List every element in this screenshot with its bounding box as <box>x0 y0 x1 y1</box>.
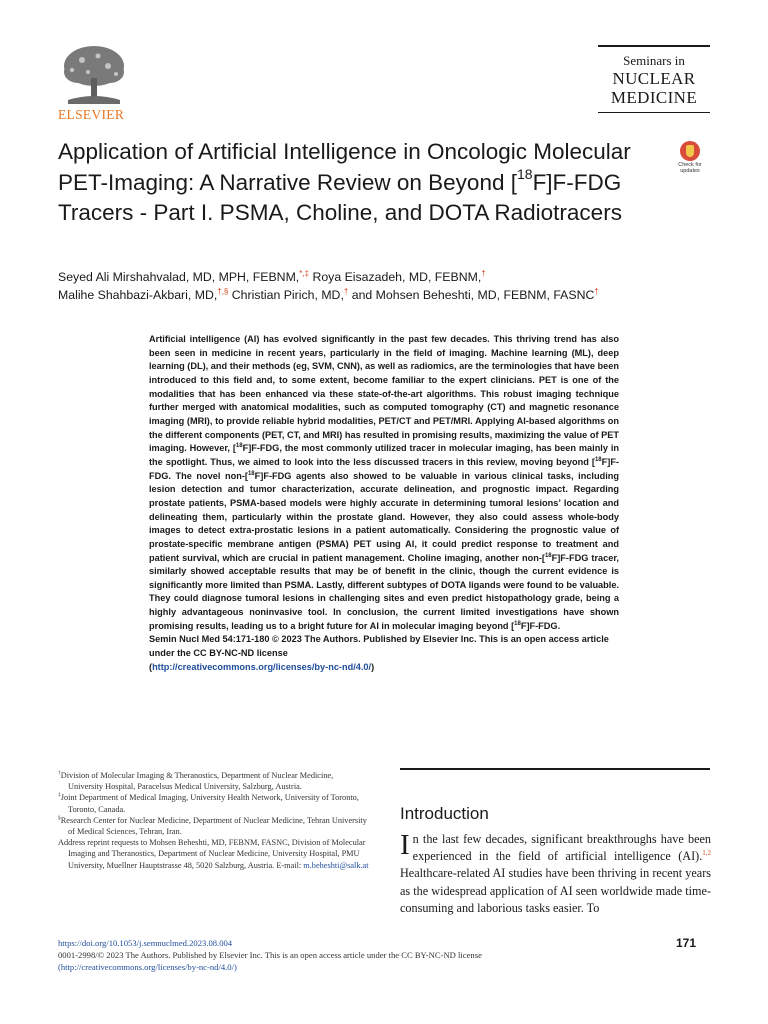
reference-link[interactable]: 1,2 <box>702 849 711 858</box>
introduction-heading: Introduction <box>400 804 489 823</box>
journal-top-rule <box>598 45 710 47</box>
footnote-address: Address reprint requests to Mohsen Beheshti, MD, FEBNM, FASNC, Division of Molecular Imaging and Theranostics, Department of Nuclear Medicine, University Hospital, PMU University, Muellner Hauptstrasse 48, 5020 Salzburg, Austria. E-mail: m.beheshti@salk.at <box>58 838 369 870</box>
doi-link[interactable]: https://doi.org/10.1053/j.semnuclmed.2023.08.004 <box>58 938 233 948</box>
footer-license-link[interactable]: (http://creativecommons.org/licenses/by-nc-nd/4.0/) <box>58 962 237 972</box>
journal-line-3: MEDICINE <box>610 88 698 107</box>
author-name: Seyed Ali Mirshahvalad, MD, MPH, FEBNM, <box>58 270 300 284</box>
journal-title <box>598 54 710 106</box>
journal-line-1: Seminars in <box>623 53 685 68</box>
author-affiliation-mark: † <box>481 268 486 278</box>
author-list <box>58 268 718 304</box>
footer-info <box>58 937 482 973</box>
page-number: 171 <box>676 936 697 950</box>
introduction-text: In the last few decades, significant breakthroughs have been experienced in the field of artificial intelligence (AI).$^{1,2}$ Healthcare-related AI studies have been thriving in recent years as the widespread application of AI seen worldwide made time-consuming and laborious tasks easier. To <box>400 829 711 915</box>
author-affiliation-mark: † <box>343 286 349 296</box>
author-affiliation-mark: †,§ <box>217 286 229 296</box>
footnote: §Research Center for Nuclear Medicine, Department of Nuclear Medicine, Tehran University of Medical Sciences, Tehran, Iran. <box>58 815 367 837</box>
drop-cap: I <box>400 829 410 861</box>
license-link[interactable]: http://creativecommons.org/licenses/by-nc-nd/4.0/ <box>152 661 372 672</box>
article-title: Application of Artificial Intelligence in Oncologic Molecular PET-Imaging: A Narrative Review on Beyond [$^{18}$F]F-FDG Tracers - Part I. PSMA, Choline, and DOTA Radiotracers <box>58 139 631 225</box>
author-name: Christian Pirich, MD, <box>231 288 344 302</box>
abstract-citation: Semin Nucl Med 54:171-180 © 2023 The Authors. Published by Elsevier Inc. This is an open access article under the CC BY-NC-ND license (http://creativecommons.org/licenses/by-nc-nd/4.0/) <box>149 634 609 672</box>
journal-bottom-rule <box>598 112 710 113</box>
publisher-name: ELSEVIER <box>58 107 125 122</box>
journal-line-2: NUCLEAR <box>612 69 696 88</box>
copyright-line: 0001-2998/© 2023 The Authors. Published by Elsevier Inc. This is an open access article under the CC BY-NC-ND license <box>58 950 482 960</box>
column-rule <box>400 768 710 770</box>
author-affiliation-mark: † <box>594 286 599 296</box>
author-name: Roya Eisazadeh, MD, FEBNM, <box>312 270 482 284</box>
email-link[interactable]: m.beheshti@salk.at <box>303 860 369 870</box>
abstract: Artificial intelligence (AI) has evolved significantly in the past few decades. This thriving trend has also been seen in medicine in recent years, particularly in the field of imaging. Machine learning (ML), deep learning (DL), and their methods (eg, SVM, CNN), as well as radiomics, are the terminologies that have been introduced to this field and, to some extent, become familiar to the expert clinicians. PET is one of the modalities that has been enhanced via these state-of-the-art algorithms. This robust imaging technique further merged with anatomical modalities, such as computed tomography (CT) and magnetic resonance imaging (MRI), to provide reliable hybrid modalities, PET/CT and PET/MRI. Applying AI-based algorithms on the different components (PET, CT, and MRI) has resulted in promising results, maximizing the value of PET imaging. However, [$^{18}$F]F-FDG, the most commonly utilized tracer in molecular imaging, has been mainly in the spotlight. Thus, we aimed to look into the less discussed tracers in this review, moving beyond [$^{18}$F]F-FDG. The novel non-[$^{18}$F]F-FDG agents also showed to be valuable in various clinical tasks, including lesion detection and tumor characterization, accurate delineation, and prognostic impact. Regarding prostate patients, PSMA-based models were highly accurate in determining tumoral lesions’ location and delineating them, particularly within the prostate gland. However, they also could assess whole-body images to detect extra-prostatic lesions in a patient automatically. Considering the prognostic value of prostate-specific membrane antigen (PSMA) PET using AI, it could predict response to treatment and patient survival, which are crucial in patient management. Choline imaging, another non-[$^{18}$F]F-FDG tracer, similarly showed acceptable results that may be of benefit in the clinic, though the current evidence is significantly more limited than PSMA. Lastly, different subtypes of DOTA ligands were found to be valuable. They could diagnose tumoral lesions in challenging sites and even predict histopathology grade, being a highly advantageous noninvasive tool. In conclusion, the current limited investigations have shown promising results, leading us to a bright future for AI in molecular imaging beyond [$^{18}$F]F-FDG. Semin Nucl Med 54:171-180 © 2023 The Authors. Published by Elsevier Inc. This is an open access article under the CC BY-NC-ND license (http://creativecommons.org/licenses/by-nc-nd/4.0/) <box>149 333 619 674</box>
affiliation-footnotes <box>58 770 370 871</box>
footnote: †Division of Molecular Imaging & Theranostics, Department of Nuclear Medicine, University Hospital, Paracelsus Medical University, Salzburg, Austria. <box>58 770 334 792</box>
check-updates-line-1: Check for <box>678 162 702 168</box>
check-updates-icon <box>680 141 700 161</box>
author-affiliation-mark: *,‡ <box>299 268 310 278</box>
check-for-updates-button[interactable] <box>670 141 710 179</box>
check-updates-line-2: updates <box>680 167 700 174</box>
footnote: ‡Joint Department of Medical Imaging, University Health Network, University of Toronto, Toronto, Canada. <box>58 792 359 814</box>
author-name: Malihe Shahbazi-Akbari, MD, <box>58 288 218 302</box>
author-name: and Mohsen Beheshti, MD, FEBNM, FASNC <box>351 288 595 302</box>
